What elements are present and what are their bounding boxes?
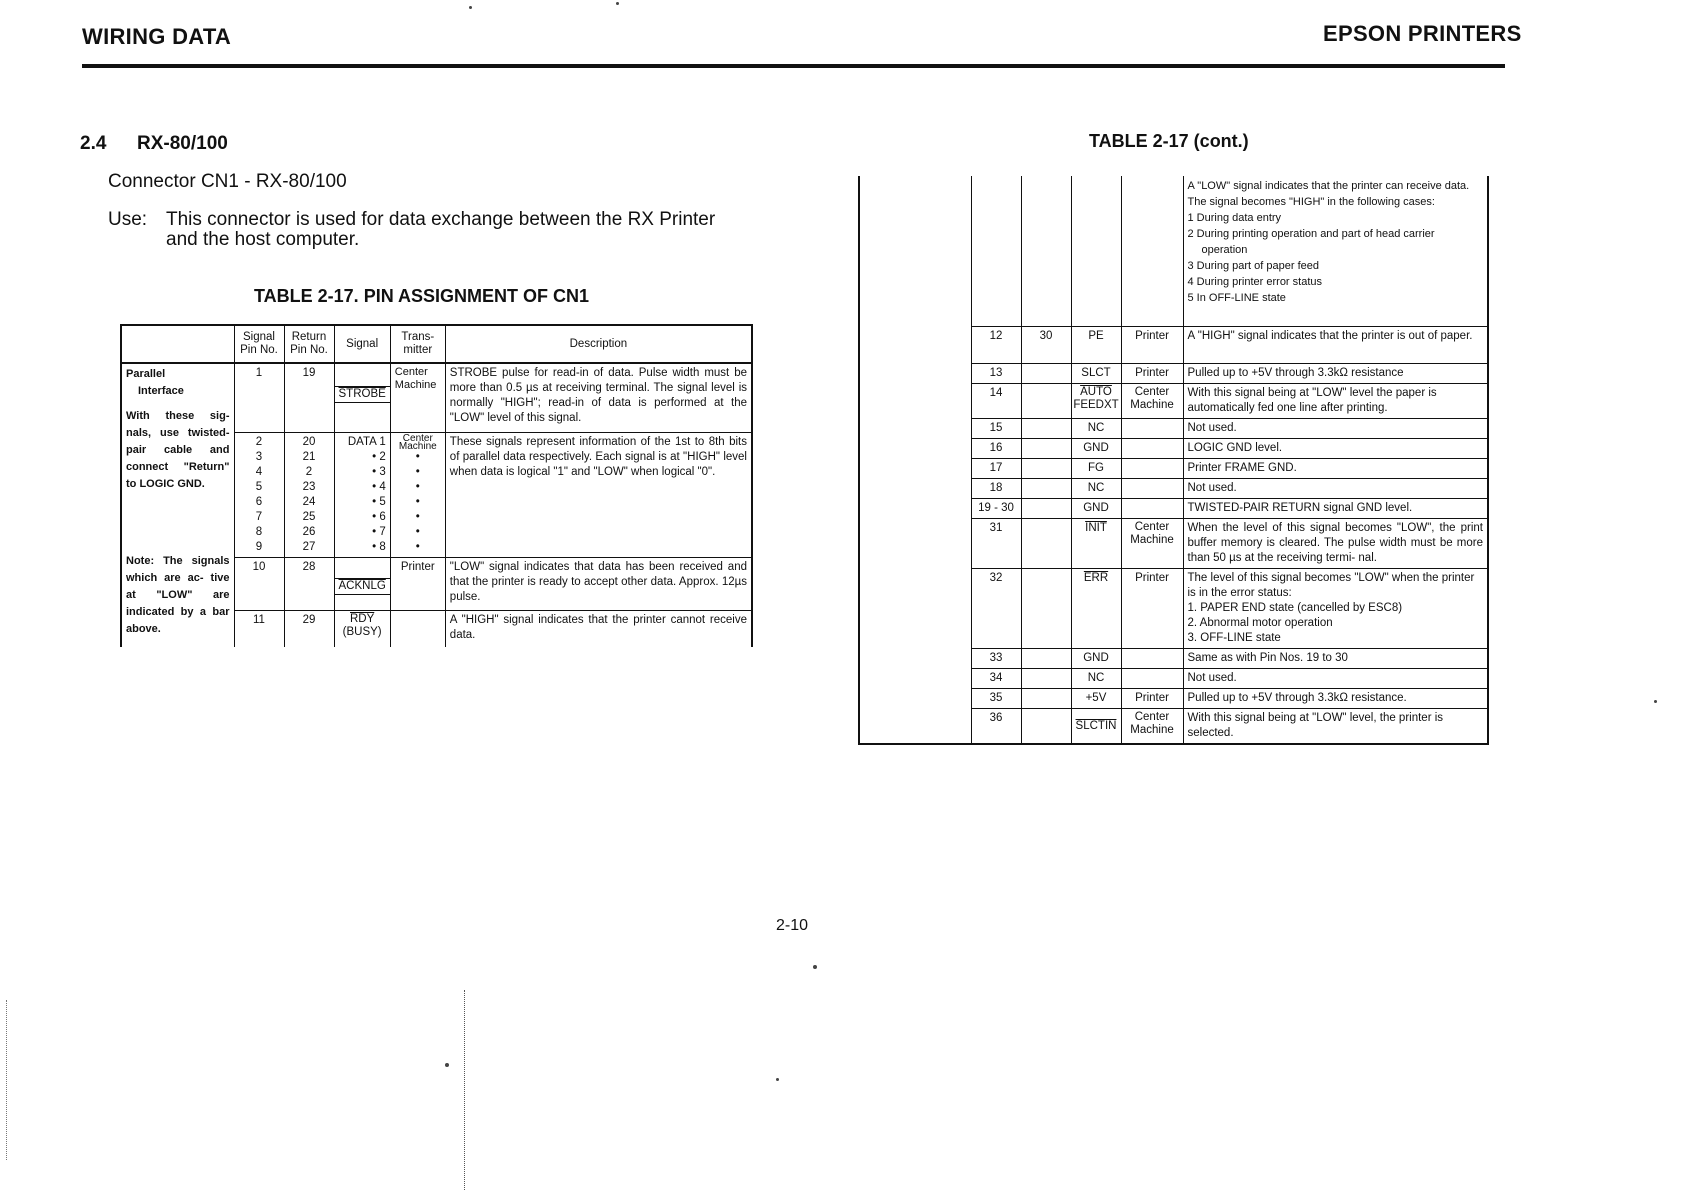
signal-cell <box>334 363 390 433</box>
connector-heading: Connector CN1 - RX-80/100 <box>108 171 347 192</box>
pin-cell: 32 <box>971 569 1021 649</box>
description-line: 5 In OFF-LINE state <box>1187 292 1286 304</box>
header-return-pin: Return Pin No. <box>284 325 334 363</box>
scan-artifact-line <box>464 990 466 1190</box>
description-line: A "LOW" signal indicates that the printer can receive data. <box>1187 180 1470 192</box>
transmitter-cell: Printer <box>390 558 445 611</box>
transmitter-value: • <box>415 511 420 523</box>
running-header-left: WIRING DATA <box>82 24 232 49</box>
description-cell: With this signal being at "LOW" level, the printer is selected. <box>1183 709 1488 745</box>
header-signal-pin: Signal Pin No. <box>234 325 284 363</box>
signal-name: STROBE <box>335 386 390 403</box>
signal-name: ACKNLG <box>335 578 390 595</box>
transmitter-cell <box>390 611 445 648</box>
return-cell <box>1021 419 1071 439</box>
pin-value: 9 <box>255 541 263 553</box>
signal-cell: $\overline{ERR}$ <box>1071 569 1121 649</box>
signal-cell <box>334 611 390 648</box>
signal-cell: +5V <box>1071 689 1121 709</box>
description-line: 2 During printing operation and part of head carrier operation <box>1187 228 1435 256</box>
signal-name: • 8 <box>372 541 386 553</box>
transmitter-value: • <box>415 496 420 508</box>
scan-artifact-line <box>6 1000 8 1160</box>
return-cell <box>1021 669 1071 689</box>
transmitter-cell <box>1121 649 1183 669</box>
pin-assignment-table-cont <box>858 176 1489 745</box>
transmitter-cell: Printer <box>1121 569 1183 649</box>
description-cell: When the level of this signal becomes "LOW", the print buffer memory is cleared. The pulse width must be more than 50 µs at the receiving termi- nal. <box>1183 519 1488 569</box>
transmitter-cell: Center Machine <box>1121 709 1183 745</box>
return-cell <box>1021 649 1071 669</box>
signal-name: • 7 <box>372 526 386 538</box>
return-cell <box>1021 384 1071 419</box>
signal-cell: NC <box>1071 419 1121 439</box>
transmitter-cell <box>1121 439 1183 459</box>
group-note-1: With these sig- nals, use twisted- pair cable and connect "Return" to LOGIC GND. <box>126 410 230 490</box>
transmitter-cell <box>1121 459 1183 479</box>
pin-cell: 15 <box>971 419 1021 439</box>
table-left-title: TABLE 2-17. PIN ASSIGNMENT OF CN1 <box>254 286 590 306</box>
use-line-2: and the host computer. <box>166 229 360 250</box>
return-value: 26 <box>302 526 316 538</box>
transmitter-value: • <box>415 541 420 553</box>
description-line: 3. OFF-LINE state <box>1187 632 1281 644</box>
section-number: 2.4 <box>80 133 107 154</box>
return-value: 27 <box>302 541 316 553</box>
pin-cell: 36 <box>971 709 1021 745</box>
return-value: 20 <box>302 436 316 448</box>
description-cell <box>1183 569 1488 649</box>
description-cell: TWISTED-PAIR RETURN signal GND level. <box>1183 499 1488 519</box>
group-note-2: Note: The signals which are ac- tive at "LOW" are indicated by a bar above. <box>126 555 230 635</box>
description-cell: Not used. <box>1183 669 1488 689</box>
signal-cell: NC <box>1071 479 1121 499</box>
signal-name: • 5 <box>372 496 386 508</box>
return-cell: 29 <box>284 611 334 648</box>
group-cell <box>859 176 971 744</box>
description-line: 3 During part of paper feed <box>1187 260 1319 272</box>
header-description: Description <box>445 325 752 363</box>
pin-cell: 17 <box>971 459 1021 479</box>
pin-cell: 10 <box>234 558 284 611</box>
transmitter-value: Center Machine <box>398 433 437 452</box>
signal-cell <box>334 558 390 611</box>
signal-cell: INIT <box>1071 519 1121 569</box>
transmitter-cell: Printer <box>1121 689 1183 709</box>
description-cell: A "HIGH" signal indicates that the printer is out of paper. <box>1183 327 1488 364</box>
pin-cell: 18 <box>971 479 1021 499</box>
signal-name-alt: (BUSY) <box>342 626 382 638</box>
group-cell <box>121 363 234 647</box>
running-header-right: EPSON PRINTERS <box>1323 21 1522 46</box>
signal-name: AUTO <box>1080 386 1112 398</box>
signal-cell: FG <box>1071 459 1121 479</box>
return-value: 2 <box>305 466 313 478</box>
pin-cell: 19 - 30 <box>971 499 1021 519</box>
transmitter-cell: Center Machine <box>1121 519 1183 569</box>
table-right-title: TABLE 2-17 (cont.) <box>1089 131 1249 151</box>
pin-value: 8 <box>255 526 263 538</box>
description-cell: Not used. <box>1183 419 1488 439</box>
return-cell: 30 <box>1021 327 1071 364</box>
scan-speck <box>776 1078 779 1081</box>
header-group <box>121 325 234 363</box>
description-line: The signal becomes "HIGH" in the following cases: <box>1187 196 1435 208</box>
description-cell: Pulled up to +5V through 3.3kΩ resistance <box>1183 364 1488 384</box>
pin-cell: 11 <box>234 611 284 648</box>
description-cell: These signals represent information of the 1st to 8th bits of parallel data respectively. Each signal is at "HIGH" level when data is logical "1" and "LOW" when logical "0". <box>445 433 752 558</box>
signal-cell: PE <box>1071 327 1121 364</box>
transmitter-cell <box>1121 419 1183 439</box>
transmitter-cell <box>1121 176 1183 327</box>
pin-cell: 35 <box>971 689 1021 709</box>
description-cell: STROBE pulse for read-in of data. Pulse width must be more than 0.5 µs at receiving terminal. The signal level is normally "HIGH"; read-in of data is performed at the "LOW" level of this signal. <box>445 363 752 433</box>
transmitter-cell: Center Machine <box>1121 384 1183 419</box>
return-value: 21 <box>302 451 316 463</box>
pin-cell: 34 <box>971 669 1021 689</box>
return-cell <box>1021 439 1071 459</box>
pin-cell <box>234 433 284 558</box>
signal-name: • 6 <box>372 511 386 523</box>
pin-value: 5 <box>255 481 263 493</box>
transmitter-cell <box>1121 479 1183 499</box>
scan-speck <box>813 965 817 969</box>
return-cell <box>1021 459 1071 479</box>
description-cell <box>1183 176 1488 327</box>
pin-cell: 31 <box>971 519 1021 569</box>
group-label-2: Interface <box>138 385 184 397</box>
scan-speck <box>445 1063 449 1067</box>
return-cell <box>1021 364 1071 384</box>
description-line: The level of this signal becomes "LOW" when the printer is in the error status: <box>1187 572 1475 599</box>
return-cell <box>1021 709 1071 745</box>
description-cell: Pulled up to +5V through 3.3kΩ resistance. <box>1183 689 1488 709</box>
transmitter-cell: Printer <box>1121 364 1183 384</box>
description-cell: A "HIGH" signal indicates that the printer cannot receive data. <box>445 611 752 648</box>
description-line: 1. PAPER END state (cancelled by ESC8) <box>1187 602 1403 614</box>
description-cell: Printer FRAME GND. <box>1183 459 1488 479</box>
return-cell <box>1021 499 1071 519</box>
signal-name: • 2 <box>372 451 386 463</box>
scan-speck <box>469 6 472 9</box>
description-cell: Same as with Pin Nos. 19 to 30 <box>1183 649 1488 669</box>
signal-cell: GND <box>1071 649 1121 669</box>
signal-name: DATA 1 <box>347 436 386 448</box>
signal-cell: NC <box>1071 669 1121 689</box>
return-cell: 28 <box>284 558 334 611</box>
table-row <box>859 176 1488 327</box>
description-cell: LOGIC GND level. <box>1183 439 1488 459</box>
return-cell: 19 <box>284 363 334 433</box>
use-label: Use: <box>108 209 148 230</box>
pin-cell <box>971 176 1021 327</box>
signal-cell <box>1071 176 1121 327</box>
transmitter-cell <box>1121 669 1183 689</box>
pin-value: 3 <box>255 451 263 463</box>
header-transmitter: Trans- mitter <box>390 325 445 363</box>
return-cell <box>1021 569 1071 649</box>
table-row <box>121 363 752 433</box>
description-line: 4 During printer error status <box>1187 276 1322 288</box>
header-signal: Signal <box>334 325 390 363</box>
transmitter-cell: Center Machine <box>390 363 445 433</box>
pin-assignment-table <box>120 324 753 647</box>
return-cell <box>1021 479 1071 499</box>
pin-value: 4 <box>255 466 263 478</box>
signal-name: • 3 <box>372 466 386 478</box>
transmitter-value: • <box>415 451 420 463</box>
signal-cell <box>334 433 390 558</box>
pin-cell: 12 <box>971 327 1021 364</box>
signal-cell: GND <box>1071 439 1121 459</box>
description-line: 1 During data entry <box>1187 212 1282 224</box>
pin-value: 6 <box>255 496 263 508</box>
pin-value: 2 <box>255 436 263 448</box>
signal-cell: GND <box>1071 499 1121 519</box>
scan-speck <box>1654 700 1657 703</box>
signal-cell <box>1071 384 1121 419</box>
pin-cell: 16 <box>971 439 1021 459</box>
header-rule <box>82 64 1505 68</box>
pin-value: 7 <box>255 511 263 523</box>
table-header-row <box>121 325 752 363</box>
pin-cell: 14 <box>971 384 1021 419</box>
description-cell: With this signal being at "LOW" level the paper is automatically fed one line after printing. <box>1183 384 1488 419</box>
signal-name-alt: FEEDXT <box>1073 399 1119 411</box>
pin-cell: 1 <box>234 363 284 433</box>
return-value: 23 <box>302 481 316 493</box>
group-label-1: Parallel <box>126 368 166 380</box>
signal-name: $\overline{RDY}$ <box>350 613 375 625</box>
return-cell <box>1021 689 1071 709</box>
signal-name: • 4 <box>372 481 386 493</box>
transmitter-value: • <box>415 481 420 493</box>
transmitter-cell: Printer <box>1121 327 1183 364</box>
section-title: RX-80/100 <box>137 133 228 154</box>
page-number: 2-10 <box>776 917 809 934</box>
signal-cell: SLCTIN <box>1071 709 1121 745</box>
transmitter-value: • <box>415 526 420 538</box>
return-value: 24 <box>302 496 316 508</box>
return-cell <box>284 433 334 558</box>
return-value: 25 <box>302 511 316 523</box>
use-line-1: This connector is used for data exchange between the RX Printer <box>166 209 716 230</box>
scan-speck <box>616 2 619 5</box>
description-cell: Not used. <box>1183 479 1488 499</box>
transmitter-cell <box>390 433 445 558</box>
transmitter-cell <box>1121 499 1183 519</box>
return-cell <box>1021 519 1071 569</box>
pin-cell: 33 <box>971 649 1021 669</box>
return-cell <box>1021 176 1071 327</box>
transmitter-value: • <box>415 466 420 478</box>
description-cell: "LOW" signal indicates that data has been received and that the printer is ready to accept other data. Approx. 12µs pulse. <box>445 558 752 611</box>
signal-cell: SLCT <box>1071 364 1121 384</box>
description-line: 2. Abnormal motor operation <box>1187 617 1333 629</box>
pin-cell: 13 <box>971 364 1021 384</box>
